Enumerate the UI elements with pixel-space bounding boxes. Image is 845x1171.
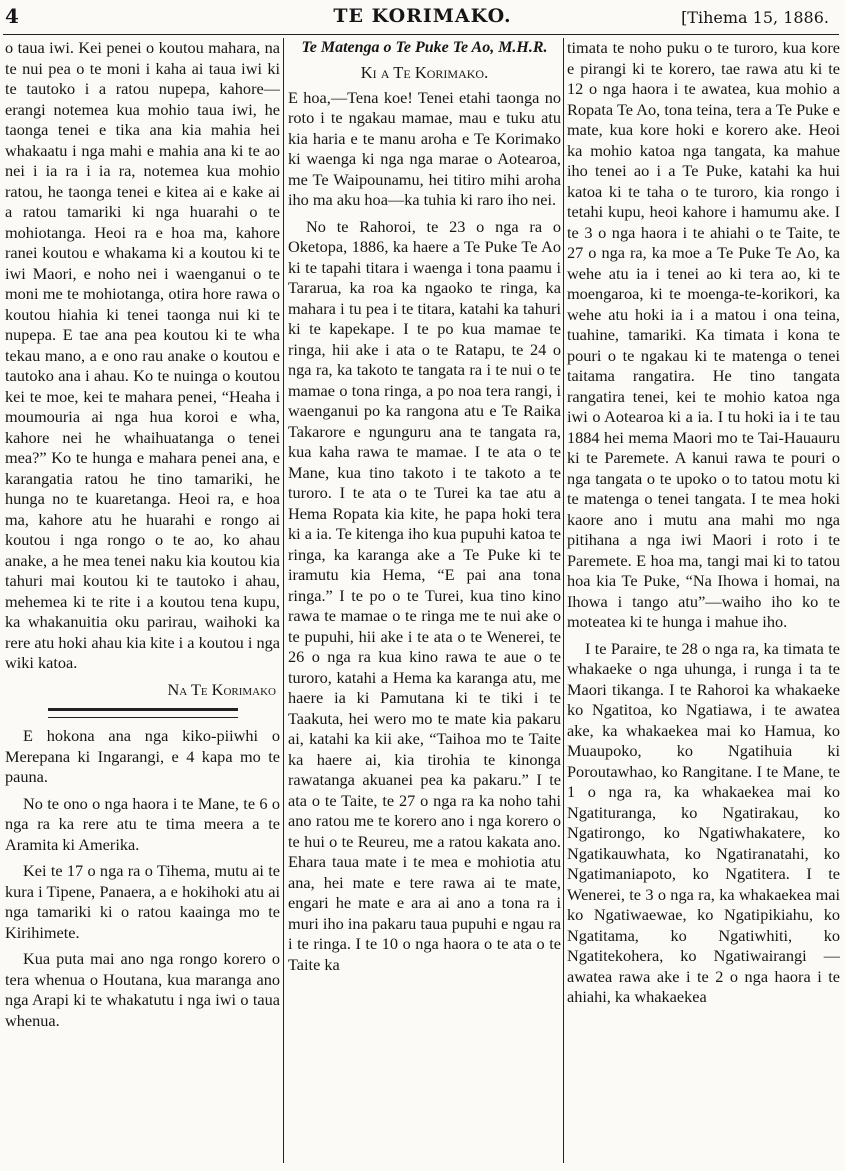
article-subtitle: Ki a Te Korimako.: [360, 63, 489, 82]
paragraph: E hokona ana nga kiko-piiwhi o Merepana ki Ingarangi, e 4 kapa mo te pauna.: [5, 726, 280, 786]
paragraph: timata te noho puku o te turoro, kua kore e pirangi ki te korero, tae rawa atu ki te 12 o nga haora i te awatea, kua mohio a Ropata Te Ao, tona teina, tera a Te Puke e mate, kua kore hoki e korero ake. Heoi ka mohio katoa nga tangata, ka mahue iho tenei ao i a Te Puke, katahi ka hui katoa ki te taha o te turoro, kia rongo i tetahi kupu, heoi kahore i hamumu ake. I te 3 o nga haora i te ahiahi o te Taite, te 27 o nga ra, ka moe a Te Puke Te Ao, ka wehe atu ia i tenei ao ki tera ao, ki te moengaroa, ki te moenga-te-korikori, ka wehe atu hoki ia i a matou i ona teina, tuahine, tamariki. Ka timata i kona te pouri o te ngakau ki te matenga o tenei taitama rangatira. He tino tangata rangatira tenei, kei te mohio katoa nga iwi o Aotearoa ki a ia. I tu hoki ia i te tau 1884 hei mema Maori mo te Tai-Hauauru ki te Paremete. A kanui rawa te pouri o nga tangata o te upoko o to tatou motu ki te matenga o tenei tangata. I te mea hoki kaore ano i mutu ana mahi mo nga pitihana a nga iwi Maori i roto i te Paremete. E hoa ma, tangi mai ki to tatou hoa kia Te Puke, “Na Ihowa i homai, na Ihowa i tango atu”—waiho iho ko te moteatea ki te hunga i mahue iho.: [567, 38, 840, 631]
paragraph: Kei te 17 o nga ra o Tihema, mutu ai te kura i Tipene, Panaera, a e hokihoki atu ai nga tamariki ki o ratou kaainga mo te Kirihimete.: [5, 861, 280, 942]
section-divider: [48, 708, 238, 718]
article-title: Te Matenga o Te Puke Te Ao, M.H.R.: [301, 39, 548, 56]
column-2: [288, 38, 561, 1165]
page-number: 4: [5, 4, 19, 28]
paragraph: No te ono o nga haora i te Mane, te 6 o nga ra ka rere atu te tima meera a te Aramita ki Amerika.: [5, 793, 280, 854]
paragraph: No te Rahoroi, te 23 o nga ra o Oketopa, 1886, ka haere a Te Puke Te Ao ki te tapahi titara i waenga i tona paamu i Tararua, ka roa ka ngaoko te ringa, ka mahara i tu pea i te titara, katahi ka tahuri ki te kapekape. I te po kua mamae te ringa, hii ake i ata o te Ratapu, te 24 o nga ra, ka takoto te tangata ra i te nui o te mamae o tona ringa, a po noa tera rangi, i waenganui po ka rangona atu e Te Raika Takarore e ngunguru ana te tangata ra, kua kaha rawa te mamae. I te ata o te Mane, kua tino takoto i te takoto a te turoro. I te ata o te Turei ka tae atu a Hema Ropata kia kite, he papa hoki tera ki a ia. Te kitenga iho kua pupuhi katoa te ringa, ka karanga ake a Te Puke ki te iramutu kia Hema, “E pai ana tona ringa.” I te po o te Turei, kua tino kino rawa te mamae o te ringa me te nui ake o te pupuhi, hii ake i te ata o te Wenerei, te 26 o nga ra kua kino rawa te aue o te turoro, katahi a Hema ka karanga atu, me haere ia ki Pamutana ki te tiki i te Taakuta, hei wero mo te mate kia pakaru ai, katahi ka kii ake, “Taihoa mo te Taite ka haere ai, kia tirohia te kinonga rawatanga akuanei pea ka pakaru.” I te ata o te Taite, te 27 o nga ra ka noho tahi ano ratou me te korero ano i nga korero o te hui o te Reureu, me a ratou kakata ano. Ehara taua mate i te mea e mohiotia atu ana, hei mate e tere rawa ai te mate, engari he mate e ara ai ano a tona ra i muri iho ina pakaru taua pupuhi e ngau ra i te ringa. I te 10 o nga haora o te ata o te Taite ka: [288, 216, 561, 974]
column-3: [567, 38, 840, 1165]
column-divider: [283, 38, 284, 1163]
paragraph: I te Paraire, te 28 o nga ra, ka timata te whakaeke o nga uhunga, i runga i ta te Maori tikanga. I te Rahoroi ka whakaeke ko Ngatitoa, ko Ngatiawa, i te awatea ake, ka whakaekea mai ko Hamua, ko Muaupoko, ko Ngatihuia ki Poroutawhao, ko Rangitane. I te Mane, te 1 o nga ra, ka whakaekea mai ko Ngatituranga, ko Ngatirakau, ko Ngatirongo, ko Ngatiwhakatere, ko Ngatikauwhata, ko Ngatiranatahi, ko Ngatimaniapoto, ko Ngatitera. I te Wenerei, te 3 o nga ra, ka whakaekea mai ko Ngatiwaewae, ko Ngatipikiahu, ko Ngatitama, ko Ngatiwhiti, ko Ngatitekohera, ko Ngatiwairangi —awatea rawa ake i te 2 o nga haora i te ahiahi, ka whakaekea: [567, 638, 840, 1006]
header-rule: [3, 34, 839, 35]
paragraph: E hoa,—Tena koe! Tenei etahi taonga no roto i te ngakau mamae, mau e tuku atu kia haria e te manu aroha e Te Korimako ki waenga ki nga nga marae o Aotearoa, me Te Waipounamu, hei titiro mihi aroha iho ma aku hoa—ka tuhia ki raro iho nei.: [288, 87, 561, 209]
column-divider: [563, 38, 564, 1163]
paragraph: o taua iwi. Kei penei o koutou mahara, na te nui pea o te moni i kaha ai taua iwi ki te tautoko i a ratou nupepa, kahore—erangi notemea kua mohio taua iwi, he taonga tenei e tika ana kia mahia hei whakaatu i nga mahi e mahia ana ki te ao nei i ia ra i ia ra, notemea kua mohio ratou, he taonga tenei e kitea ai e kake ai a ratou tamariki ki nga huarahi o te mohiotanga. Heoi ra e hoa ma, kahore ranei koutou e whakama ki a koutou ki te iwi Maori, e noho nei i waenganui o te moni me te mohiotanga, otira hore rawa o koutou hiahia ki tenei taonga nui ki te nupepa. E tae ana pea koutou ki te wha tekau mano, a e ono rau anake o koutou e tautoko ana i ahau. Ko te nuinga o koutou kei te moe, kei te mahara penei, “Heaha i moumouria ai nga hua koroi e wha, kahore nei he whaihuatanga o tenei mea?” Ko te hunga e mahara penei ana, e karangatia ratou he tino tamariki, he hunga no te kuaretanga. Heoi ra, e hoa ma, kahore atu he huarahi e rongo ai koutou i nga rongo o te ao, ko ahau anake, a he mea tenei naku kia koutou kia tahuri mai koutou ki te tautoko i ahau, mehemea ki te rite i a koutou tena kupu, ka whakanuitia oku parirau, waihoki ka rere atu hoki ahau kia kite i a koutou i nga wiki katoa.: [5, 38, 280, 672]
page-header: [0, 0, 845, 34]
column-1: [5, 38, 280, 1165]
masthead: TE KORIMAKO.: [333, 5, 512, 27]
paragraph: Kua puta mai ano nga rongo korero o tera whenua o Houtana, kua maranga ano nga Arapi ki te whakatutu i nga iwi o taua whenua.: [5, 949, 280, 1030]
issue-date: [Tihema 15, 1886.: [681, 8, 829, 27]
signature: Na Te Korimako: [167, 679, 276, 699]
